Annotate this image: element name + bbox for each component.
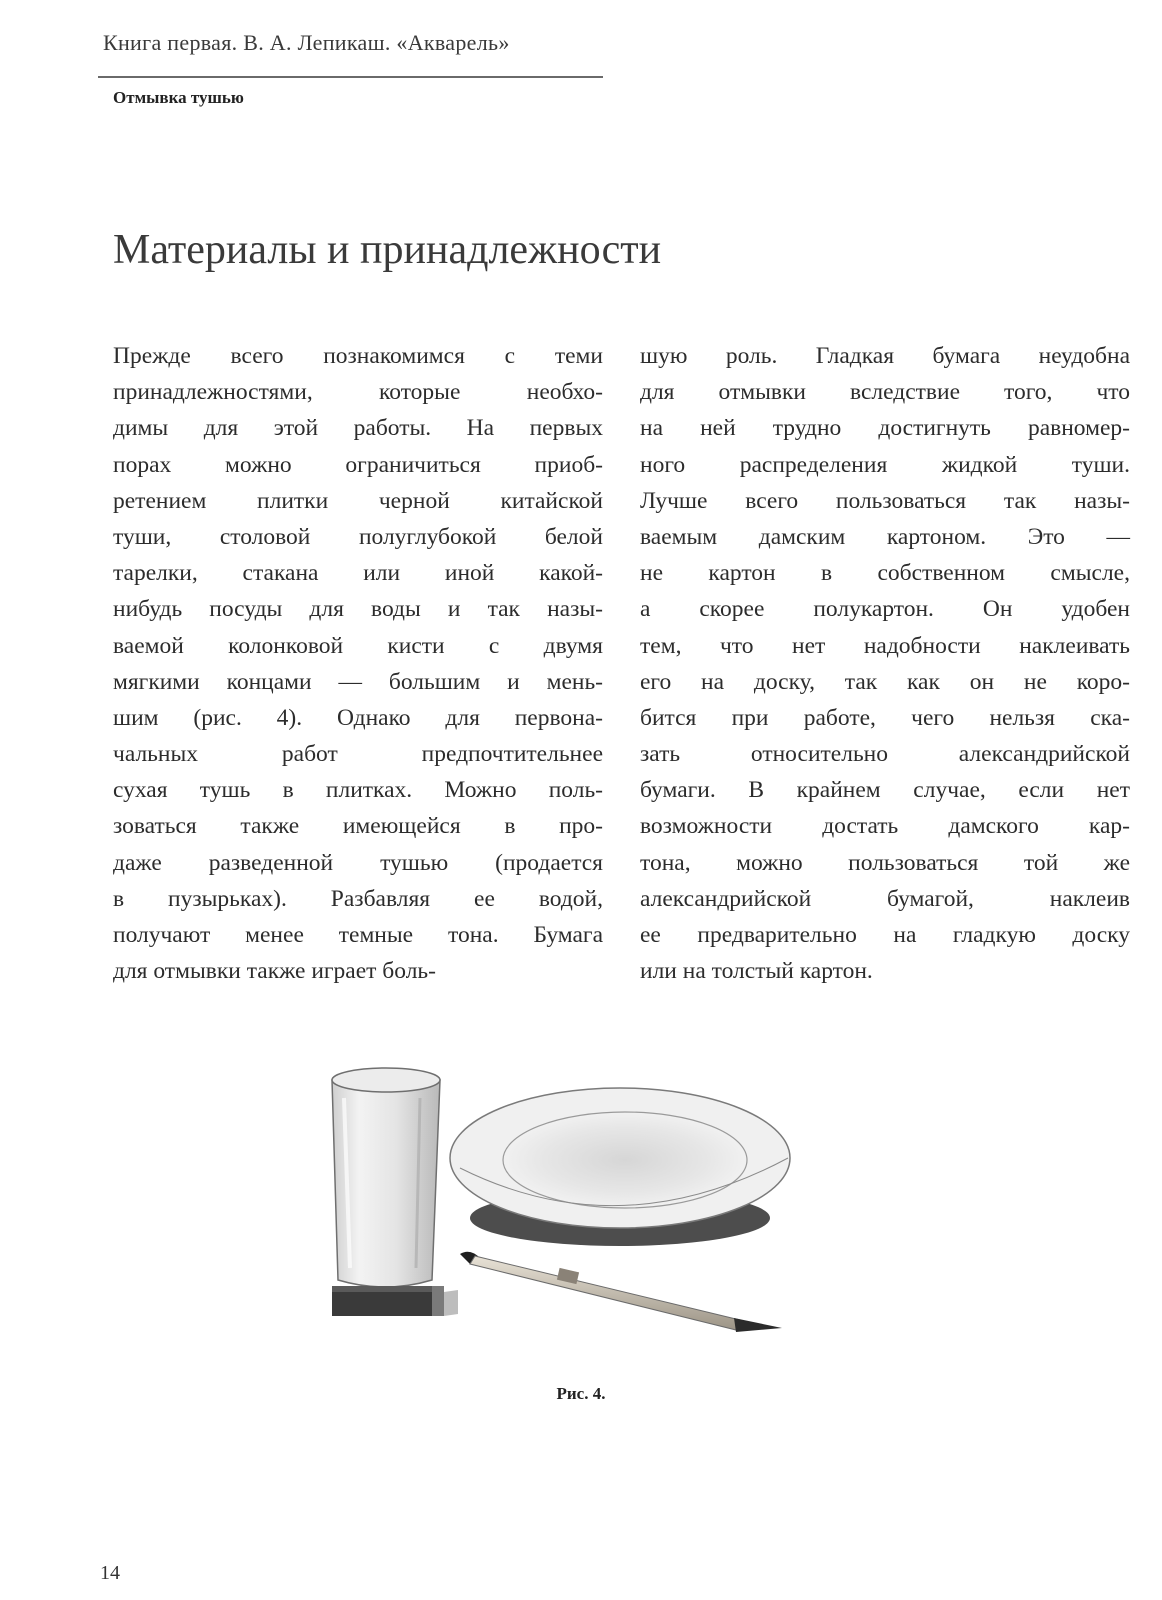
figure-illustration	[320, 1058, 810, 1348]
text-line: ваемым дамским картоном. Это —	[640, 523, 1130, 550]
brush	[460, 1252, 782, 1332]
text-line: бумаги. В крайнем случае, если нет	[640, 777, 1130, 804]
text-line: получают менее темные тона. Бумага	[113, 922, 603, 948]
text-column-right	[640, 338, 1130, 989]
text-line: димы для этой работы. На первых	[113, 415, 603, 442]
plate	[450, 1088, 790, 1246]
chapter-title: Материалы и принадлежности	[113, 227, 662, 273]
text-line: чальных работ предпочтительнее	[113, 741, 603, 768]
text-line: тона, можно пользоваться той же	[640, 849, 1130, 876]
text-line: Лучше всего пользоваться так назы-	[640, 487, 1130, 514]
ink-wash-materials-drawing	[320, 1058, 810, 1348]
text-line: шим (рис. 4). Однако для первона-	[113, 704, 603, 731]
water-glass	[332, 1068, 440, 1287]
text-line: для отмывки также играет боль-	[113, 958, 436, 985]
page-number: 14	[100, 1562, 120, 1584]
text-line: в пузырьках). Разбавляя ее водой,	[113, 885, 603, 912]
text-line: бится при работе, чего нельзя ска-	[640, 704, 1130, 731]
text-line: возможности достать дамского кар-	[640, 813, 1130, 840]
figure-caption: Рис. 4.	[556, 1384, 606, 1403]
text-line: зоваться также имеющейся в про-	[113, 813, 603, 840]
text-line: шую роль. Гладкая бумага неудобна	[640, 343, 1130, 369]
text-line: туши, столовой полуглубокой белой	[113, 523, 603, 550]
text-line: ваемой колонковой кисти с двумя	[113, 632, 603, 659]
text-line: или на толстый картон.	[640, 958, 873, 985]
text-line: даже разведенной тушью (продается	[113, 849, 603, 876]
text-line: зать относительно александрийской	[640, 741, 1130, 768]
text-line: тем, что нет надобности наклеивать	[640, 632, 1130, 659]
text-line: не картон в собственном смысле,	[640, 560, 1130, 587]
running-head: Книга первая. В. А. Лепикаш. «Акварель»	[103, 30, 510, 55]
text-line: мягкими концами — большим и мень-	[113, 668, 603, 695]
text-column-left	[113, 338, 603, 989]
text-line: сухая тушь в плитках. Можно поль-	[113, 777, 603, 804]
header-rule	[98, 76, 603, 78]
text-line: Прежде всего познакомимся с теми	[113, 343, 603, 369]
text-line: а скорее полукартон. Он удобен	[640, 596, 1130, 623]
text-line: тарелки, стакана или иной какой-	[113, 560, 603, 587]
section-label: Отмывка тушью	[113, 88, 244, 107]
text-line: его на доску, так как он не коро-	[640, 668, 1130, 695]
text-line: для отмывки вследствие того, что	[640, 379, 1130, 406]
text-line: ного распределения жидкой туши.	[640, 451, 1130, 478]
text-line: александрийской бумагой, наклеив	[640, 885, 1130, 912]
text-line: ее предварительно на гладкую доску	[640, 922, 1130, 948]
text-line: принадлежностями, которые необхо-	[113, 379, 603, 406]
text-line: нибудь посуды для воды и так назы-	[113, 596, 603, 623]
text-line: ретением плитки черной китайской	[113, 487, 603, 514]
text-line: порах можно ограничиться приоб-	[113, 451, 603, 478]
ink-stick	[332, 1286, 458, 1316]
text-line: на ней трудно достигнуть равномер-	[640, 415, 1130, 442]
